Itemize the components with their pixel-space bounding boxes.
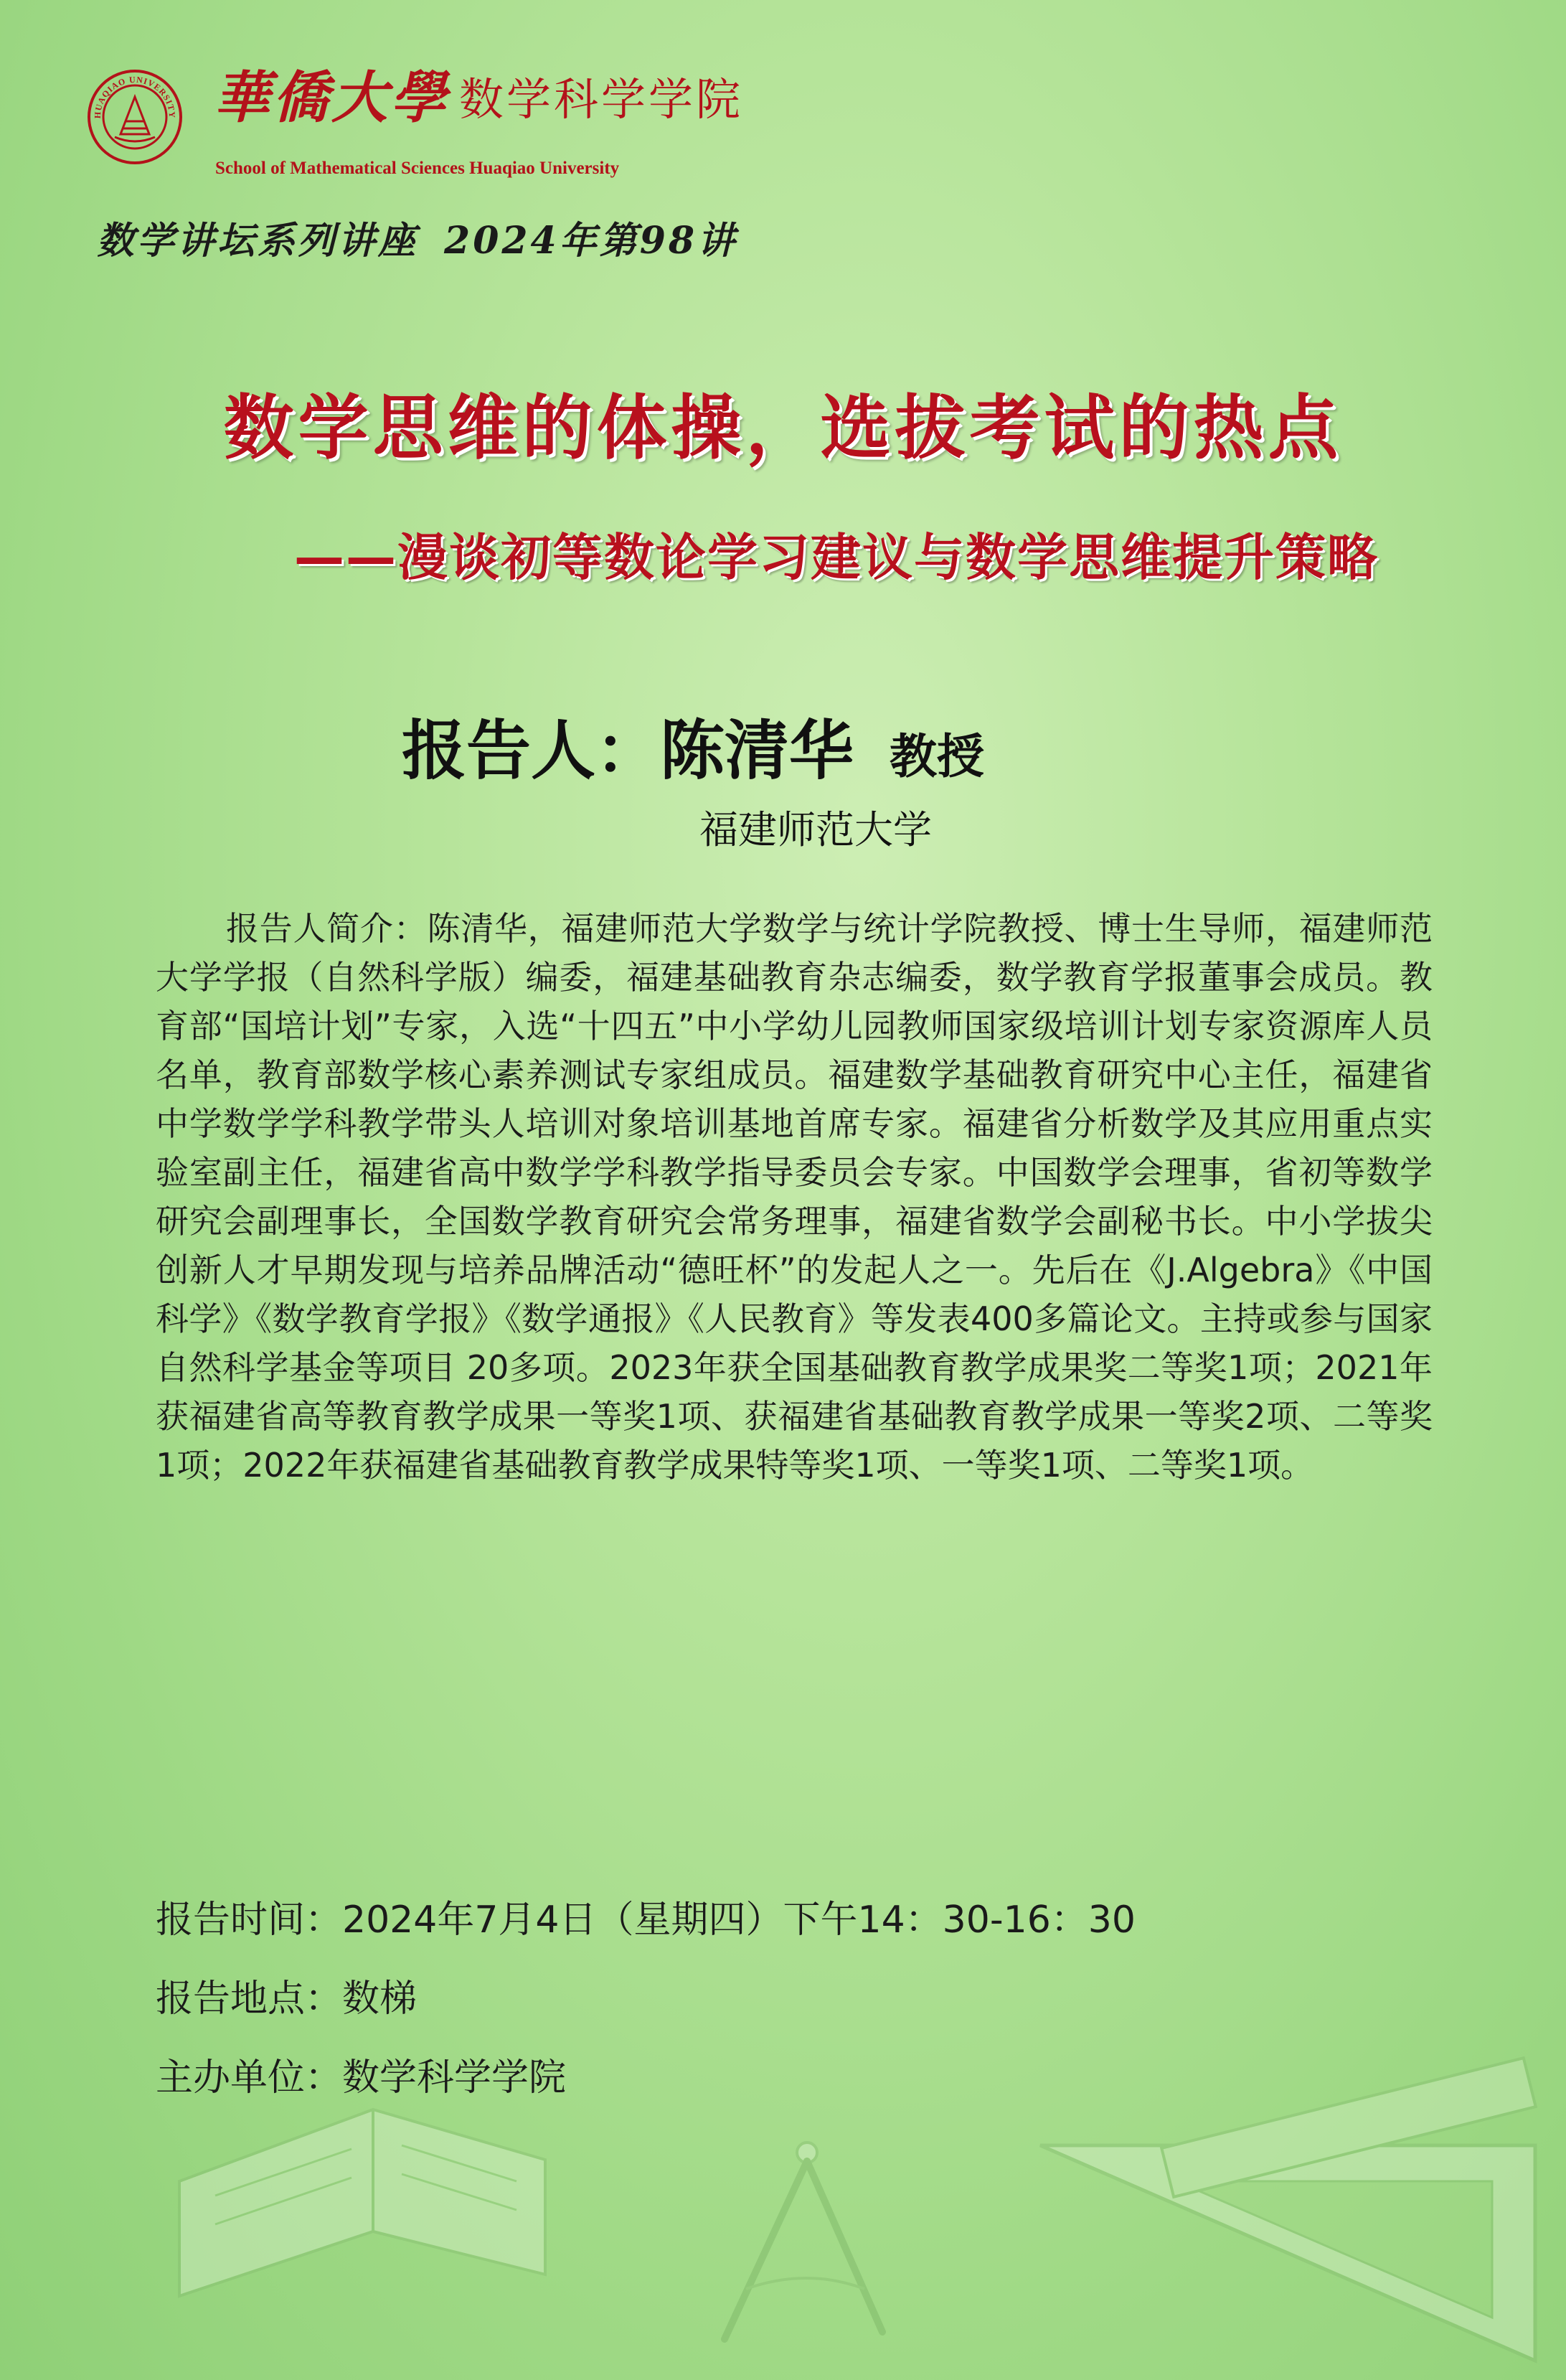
series-number: 2024年第98讲 bbox=[444, 219, 738, 263]
school-name-english: School of Mathematical Sciences Huaqiao University bbox=[215, 159, 620, 178]
speaker-name: 报告人：陈清华 bbox=[402, 713, 854, 789]
lecture-time: 报告时间：2024年7月4日（星期四）下午14：30-16：30 bbox=[156, 1899, 1136, 1942]
lecture-venue: 报告地点：数梯 bbox=[156, 1977, 418, 2021]
lecture-series bbox=[97, 219, 738, 263]
lecture-title: 数学思维的体操，选拔考试的热点 bbox=[223, 387, 1343, 469]
series-label: 数学讲坛系列讲座 bbox=[97, 219, 419, 263]
compass-icon bbox=[725, 2143, 882, 2339]
lecture-organizer: 主办单位：数学科学学院 bbox=[156, 2056, 567, 2099]
school-name: 数学科学学院 bbox=[459, 73, 744, 126]
speaker-affiliation: 福建师范大学 bbox=[699, 807, 932, 852]
university-name: 華僑大學 bbox=[214, 65, 450, 131]
svg-text:HUAQIAO UNIVERSITY: HUAQIAO UNIVERSITY bbox=[92, 74, 178, 119]
university-seal-icon bbox=[86, 68, 184, 166]
lecture-subtitle: ——漫谈初等数论学习建议与数学思维提升策略 bbox=[294, 528, 1379, 587]
speaker bbox=[402, 713, 984, 789]
speaker-bio: 报告人简介：陈清华，福建师范大学数学与统计学院教授、博士生导师，福建师范大学学报（自然科学版）编委，福建基础教育杂志编委，数学教育学报董事会成员。教育部“国培计划”专家，入选“十四五”中小学幼儿园教师国家级培训计划专家资源库人员名单，教育部数学核心素养测试专家组成员。福建数学基础教育研究中心主任，福建省中学数学学科教学带头人培训对象培训基地首席专家。福建省分析数学及其应用重点实验室副主任，福建省高中数学学科教学指导委员会专家。中国数学会理事，省初等数学研究会副理事长，全国数学教育研究会常务理事，福建省数学会副秘书长。中小学拔尖创新人才早期发现与培养品牌活动“德旺杯”的发起人之一。先后在《J.Algebra》《中国科学》《数学教育学报》《数学通报》《人民教育》等发表400多篇论文。主持或参与国家自然科学基金等项目 20多项。2023年获全国基础教育教学成果奖二等奖1项；2021年获福建省高等教育教学成果一等奖1项、获福建省基础教育教学成果一等奖2项、二等奖1项；2022年获福建省基础教育教学成果特等奖1项、一等奖1项、二等奖1项。 bbox=[156, 909, 1433, 1485]
speaker-rank: 教授 bbox=[890, 729, 984, 784]
lecture-details bbox=[156, 1901, 1136, 2138]
